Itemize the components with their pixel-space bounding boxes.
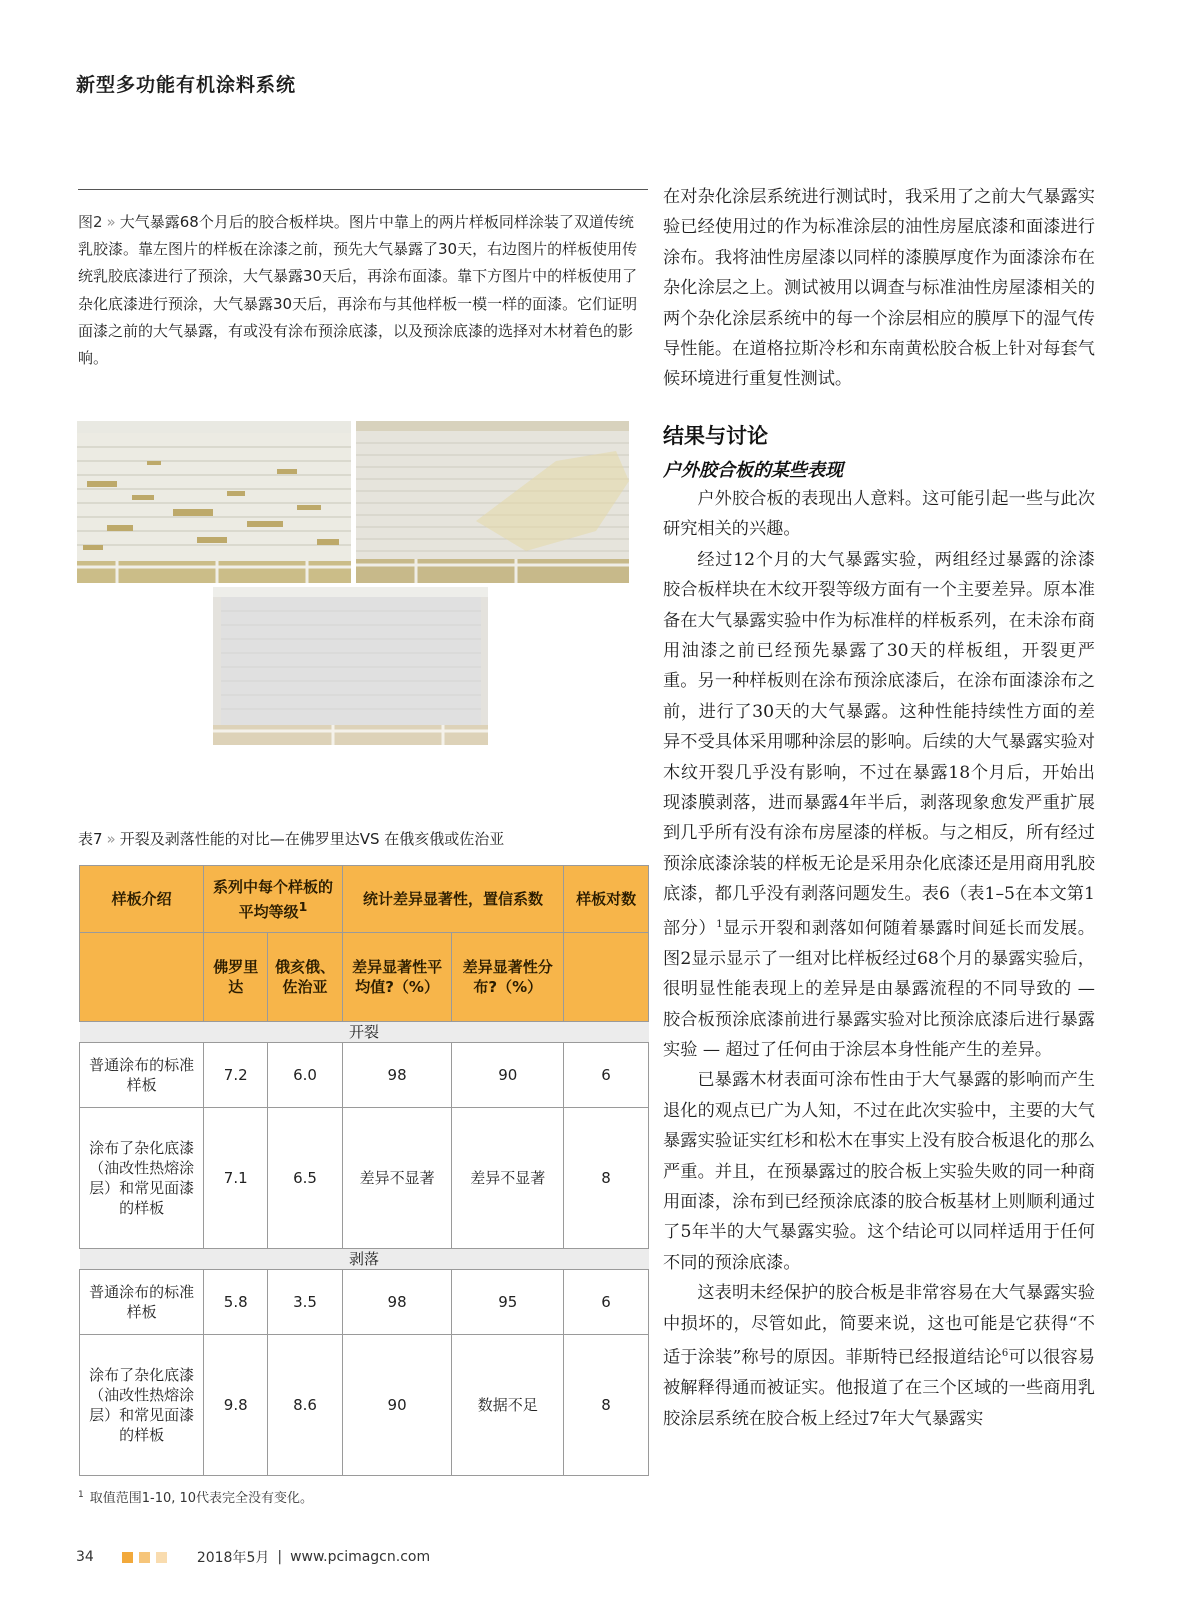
cell-sig-mean: 98 [342,1270,452,1335]
right-column-body [663,484,1095,1434]
table-footnote [78,1487,313,1506]
footer-date: 2018年5月 [196,1550,270,1566]
subsection-title: 户外胶合板的某些表现 [663,460,843,481]
header-avg-grade [204,866,343,933]
figure-label: 图2 [78,213,103,231]
cell-pairs: 6 [564,1270,649,1335]
photo-panel-preexposed [77,421,351,583]
figure-caption [78,209,643,372]
cell-desc: 涂布了杂化底漆（油改性热熔涂层）和常见面漆的样板 [80,1108,204,1249]
header-pairs: 样板对数 [564,866,649,933]
photo-panel-primed-hybrid [213,587,488,745]
para-1: 户外胶合板的表现出人意料。这可能引起一些与此次研究相关的兴趣。 [663,489,1095,540]
header-avg-grade-text: 系列中每个样板的平均等级 [212,877,333,921]
para-4-text-a: 这表明未经保护的胶合板是非常容易在大气暴露实验中损坏的，尽管如此，简要来说，这也可能是它获得“不适于涂装”称号的原因。菲斯特已经报道结论 [663,1283,1095,1368]
right-column-intro [663,182,1095,395]
para-2-ref: 1 [716,918,723,930]
cell-sig-mean: 98 [342,1043,452,1108]
table-caption [78,828,504,849]
table-caption-text: 开裂及剥落性能的对比—在佛罗里达VS 在俄亥俄或佐治亚 [119,830,505,848]
cell-florida: 9.8 [204,1335,268,1476]
table-row [80,1108,649,1249]
section-cracking: 开裂 [80,1022,649,1043]
cell-desc: 涂布了杂化底漆（油改性热熔涂层）和常见面漆的样板 [80,1335,204,1476]
section-heading-block [663,420,1095,450]
table-label: 表7 [78,830,103,848]
cell-florida: 7.1 [204,1108,268,1249]
header-sig-dist: 差异显著性分布?（%） [452,933,564,1022]
chevron-icon: » [106,213,116,231]
para-4-ref: 6 [1001,1348,1009,1360]
para-4-text-b: 可以很容易被解释得通而被证实。他报道了在三个区域的一些商用乳胶涂层系统在胶合板上经过7年大气暴露实 [663,1347,1095,1429]
footer-square-icon [122,1552,133,1563]
table-row [80,1043,649,1108]
figure-caption-text: 大气暴露68个月后的胶合板样块。图片中靠上的两片样板同样涂装了双道传统乳胶漆。靠左图片的样板在涂漆之前，预先大气暴露了30天，右边图片的样板使用传统乳胶底漆进行了预涂，大气暴露30天后，再涂布面漆。靠下方图片中的样板使用了杂化底漆进行预涂，大气暴露30天后，再涂布与其他样板一模一样的面漆。它们证明面漆之前的大气暴露，有或没有涂布预涂底漆，以及预涂底漆的选择对木材着色的影响。 [78,213,638,368]
cell-sig-dist: 90 [452,1043,564,1108]
chevron-icon: » [106,830,116,848]
section-peeling: 剥落 [80,1249,649,1270]
cell-pairs: 8 [564,1335,649,1476]
header-ohio-georgia: 俄亥俄、佐治亚 [268,933,342,1022]
footer-square-icon [139,1552,150,1563]
table-row [80,1270,649,1335]
footer-separator: | [277,1549,283,1565]
header-avg-grade-sup: 1 [298,898,308,914]
cell-pairs: 6 [564,1043,649,1108]
footer-site: www.pcimagcn.com [290,1549,431,1565]
cell-ohio-georgia: 8.6 [268,1335,342,1476]
cell-pairs: 8 [564,1108,649,1249]
footer-squares [122,1552,173,1563]
para-3: 已暴露木材表面可涂布性由于大气暴露的影响而产生退化的观点已广为人知，不过在此次实验中，主要的大气暴露实验证实红杉和松木在事实上没有胶合板退化的那么严重。并且，在预暴露过的胶合板上实验失败的同一种商用面漆，涂布到已经预涂底漆的胶合板基材上则顺利通过了5年半的大气暴露实验。这个结论可以同样适用于任何不同的预涂底漆。 [663,1070,1095,1273]
header-empty [564,933,649,1022]
header-sig-mean: 差异显著性平均值?（%） [342,933,452,1022]
cell-florida: 5.8 [204,1270,268,1335]
page-footer [76,1547,430,1567]
para-4 [663,1278,1095,1434]
footer-square-icon [156,1552,167,1563]
cell-sig-dist: 数据不足 [452,1335,564,1476]
cell-ohio-georgia: 3.5 [268,1270,342,1335]
cell-desc: 普通涂布的标准样板 [80,1270,204,1335]
para-2-text-a: 经过12个月的大气暴露实验，两组经过暴露的涂漆胶合板样块在木纹开裂等级方面有一个主要差异。原本准备在大气暴露实验中作为标准样的样板系列，在未涂布商用油漆之前已经预先暴露了30天的样板组，开裂更严重。另一种样板则在涂布预涂底漆后，在涂布面漆涂布之前，进行了30天的大气暴露。这种性能持续性方面的差异不受具体采用哪种涂层的影响。后续的大气暴露实验对木纹开裂几乎没有影响，不过在暴露18个月后，开始出现漆膜剥落，进而暴露4年半后，剥落现象愈发严重扩展到几乎所有没有涂布房屋漆的样板。与之相反，所有经过预涂底漆涂装的样板无论是采用杂化底漆还是用商用乳胶底漆，都几乎没有剥落问题发生。表6（表1–5在本文第1部分） [663,549,1095,939]
para-2-text-b: 显示开裂和剥落如何随着暴露时间延长而发展。图2显示显示了一组对比样板经过68个月的暴露实验后，很明显性能表现上的差异是由暴露流程的不同导致的 — 胶合板预涂底漆前进行暴露实验对比预涂底漆后进行暴露实验 — 超过了任何由于涂层本身性能产生的差异。 [663,918,1095,1061]
cell-florida: 7.2 [204,1043,268,1108]
page-number: 34 [76,1549,94,1565]
cell-sig-mean: 差异不显著 [342,1108,452,1249]
cell-ohio-georgia: 6.0 [268,1043,342,1108]
table-row [80,1335,649,1476]
header-florida: 佛罗里达 [204,933,268,1022]
header-empty [80,933,204,1022]
comparison-table [79,865,649,1476]
cell-ohio-georgia: 6.5 [268,1108,342,1249]
photo-panel-primed-latex [356,421,629,583]
header-stat: 统计差异显著性，置信系数 [342,866,563,933]
subsection-heading-block [663,456,1095,482]
figure-top-rule [78,189,648,190]
para-intro: 在对杂化涂层系统进行测试时，我采用了之前大气暴露实验已经使用过的作为标准涂层的油性房屋底漆和面漆进行涂布。我将油性房屋漆以同样的漆膜厚度作为面漆涂布在杂化涂层之上。测试被用以调查与标准油性房屋漆相关的两个杂化涂层系统中的每一个涂层相应的膜厚下的湿气传导性能。在道格拉斯冷杉和东南黄松胶合板上针对每套气候环境进行重复性测试。 [663,187,1095,390]
section-title: 结果与讨论 [663,424,768,448]
cell-sig-dist: 差异不显著 [452,1108,564,1249]
cell-sig-dist: 95 [452,1270,564,1335]
cell-sig-mean: 90 [342,1335,452,1476]
header-sample-intro: 样板介绍 [80,866,204,933]
footnote-mark: 1 [78,1489,84,1500]
cell-desc: 普通涂布的标准样板 [80,1043,204,1108]
footnote-text: 取值范围1-10, 10代表完全没有变化。 [89,1491,314,1506]
running-header: 新型多功能有机涂料系统 [76,74,297,96]
para-2 [663,545,1095,1066]
